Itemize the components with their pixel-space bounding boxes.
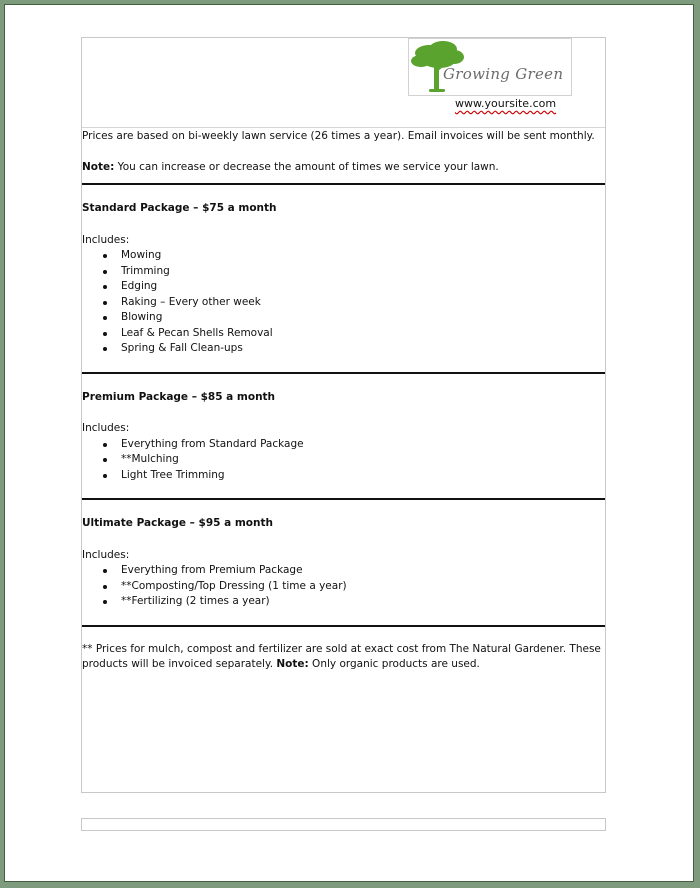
list-item: Everything from Premium Package xyxy=(82,563,605,579)
package-title: Premium Package – $85 a month xyxy=(82,390,276,403)
website-url xyxy=(455,96,556,112)
list-item: **Fertilizing (2 times a year) xyxy=(82,594,605,610)
package-items xyxy=(82,248,605,357)
list-item: **Composting/Top Dressing (1 time a year) xyxy=(82,579,605,595)
footnote xyxy=(82,642,605,673)
logo xyxy=(408,38,572,96)
package-items xyxy=(82,563,605,610)
includes-label: Includes: xyxy=(82,233,130,246)
includes-label: Includes: xyxy=(82,422,130,434)
package-title: Standard Package – $75 a month xyxy=(82,202,277,214)
list-item: Raking – Every other week xyxy=(82,295,605,311)
package-premium xyxy=(82,374,605,484)
footer-box xyxy=(81,818,606,831)
note-label: Note: xyxy=(276,658,309,670)
list-item: Everything from Standard Package xyxy=(82,437,605,453)
list-item: Spring & Fall Clean-ups xyxy=(82,341,605,357)
intro-note xyxy=(82,160,605,176)
package-items xyxy=(82,437,605,484)
website-url-text: www.yoursite.com xyxy=(455,97,557,110)
package-standard xyxy=(82,185,605,357)
document-header xyxy=(82,38,605,128)
list-item: Leaf & Pecan Shells Removal xyxy=(82,326,605,342)
list-item: Trimming xyxy=(82,264,605,280)
intro-text: Prices are based on bi-weekly lawn service (26 times a year). Email invoices will be sent monthly. xyxy=(82,130,595,142)
package-title: Ultimate Package – $95 a month xyxy=(82,517,273,529)
note-label: Note: xyxy=(82,160,115,173)
list-item: Mowing xyxy=(82,248,605,264)
intro-section xyxy=(82,128,605,175)
document-page xyxy=(81,37,606,793)
package-ultimate xyxy=(82,500,605,610)
list-item: Edging xyxy=(82,279,605,295)
logo-text: Growing Green xyxy=(443,65,564,83)
footnote-text: ** Prices for mulch, compost and fertilizer are sold at exact cost from The Natural Gardener. These products will be invoiced separately. xyxy=(82,642,601,670)
note-text: Only organic products are used. xyxy=(308,658,480,670)
footnote-section xyxy=(82,627,605,673)
list-item: Blowing xyxy=(82,310,605,326)
note-text: You can increase or decrease the amount of times we service your lawn. xyxy=(114,160,499,173)
includes-label: Includes: xyxy=(82,548,130,561)
list-item: Light Tree Trimming xyxy=(82,468,605,484)
list-item: **Mulching xyxy=(82,452,605,468)
